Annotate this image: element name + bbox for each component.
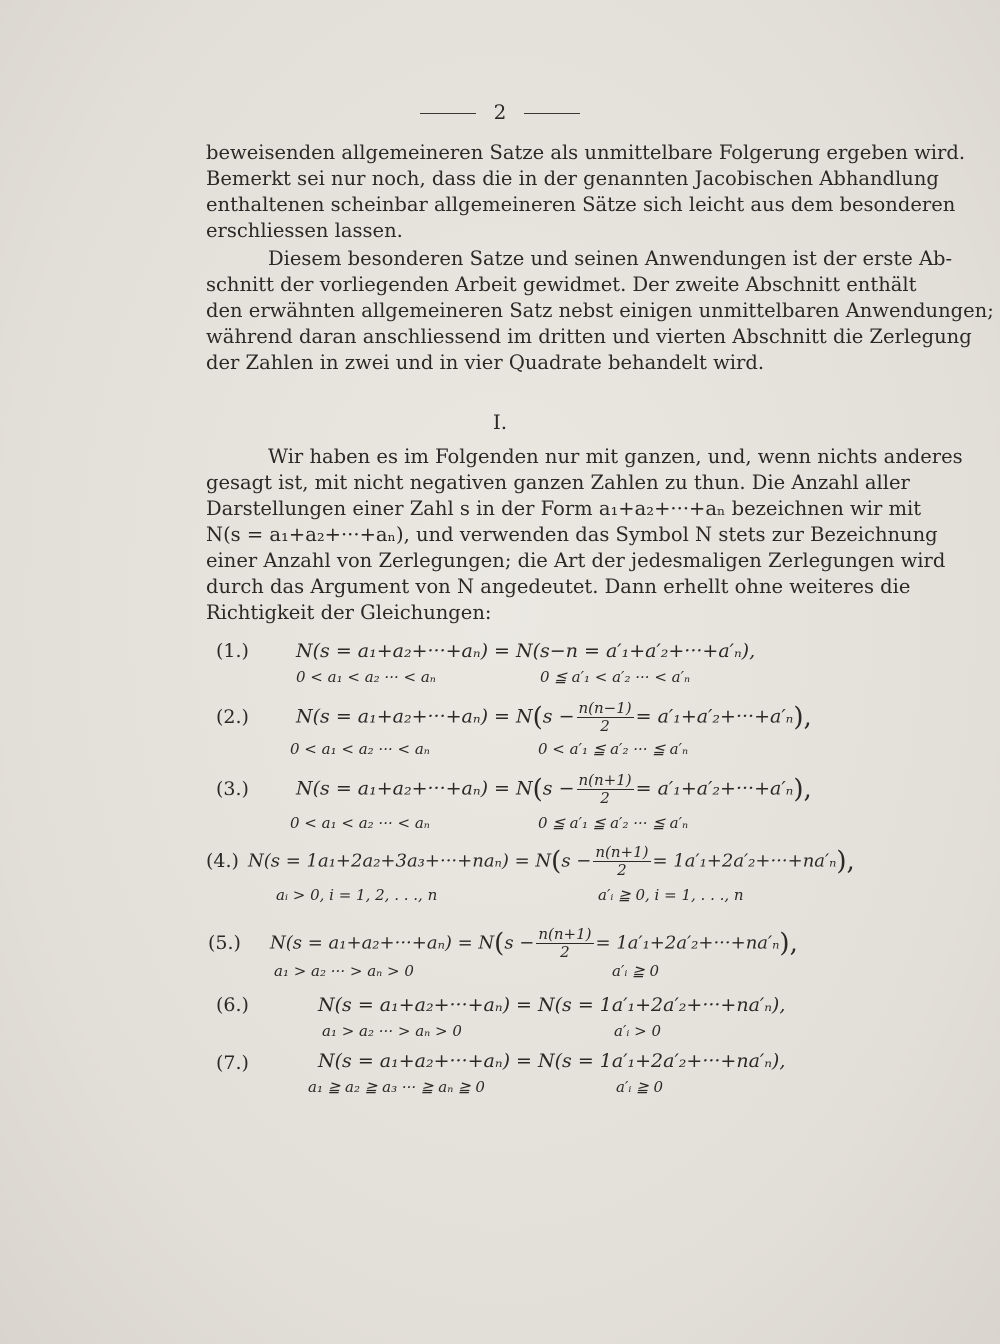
equation-tail: ), (779, 928, 798, 959)
equation-tail: ), (793, 774, 812, 805)
equation-fraction (536, 926, 593, 961)
second-paragraph (206, 246, 994, 376)
equation-rhs: = 1a′₁+2a′₂+···+na′ₙ (595, 932, 780, 954)
paren-open: ( (551, 846, 562, 877)
equation-number: (4.) (206, 850, 239, 872)
fraction-numerator: n(n+1) (595, 843, 649, 861)
equation-number: (5.) (208, 932, 241, 954)
fraction-denominator: 2 (600, 717, 610, 735)
text-line: Darstellungen einer Zahl s in der Form a₁+a₂+···+aₙ bezeichnen wir mit (206, 497, 922, 520)
equation-fraction-prefix: s − (542, 777, 575, 800)
text-line: gesagt ist, mit nicht negativen ganzen Zahlen zu thun. Die Anzahl aller (206, 471, 910, 494)
equation-fraction-prefix: s − (561, 850, 592, 872)
text-line: durch das Argument von N angedeutet. Dann erhellt ohne weiteres die (206, 575, 911, 598)
fraction-denominator: 2 (617, 861, 627, 879)
equation-condition-right: a′ᵢ ≧ 0, i = 1, . . ., n (598, 886, 744, 904)
equation-number: (1.) (216, 640, 249, 662)
equation-fraction (577, 700, 634, 735)
equation-lhs: N(s = a₁+a₂+···+aₙ) = N (296, 777, 533, 800)
equation-number: (6.) (216, 994, 249, 1016)
equation-condition-right: a′ᵢ > 0 (614, 1022, 662, 1040)
text-line: einer Anzahl von Zerlegungen; die Art der jedesmaligen Zerlegungen wird (206, 549, 946, 572)
fraction-denominator: 2 (600, 789, 610, 807)
equation-lhs: N(s = 1a₁+2a₂+3a₃+···+naₙ) = N (248, 850, 552, 872)
equation-fraction (577, 772, 634, 807)
equation-lhs: N(s = a₁+a₂+···+aₙ) = N (296, 705, 533, 728)
equation-3 (296, 772, 812, 807)
equation-number: (7.) (216, 1052, 249, 1074)
equation-lhs: N(s = a₁+a₂+···+aₙ) = N(s = 1a′₁+2a′₂+···+na′ₙ), (318, 1050, 786, 1072)
paren-open: ( (494, 928, 505, 959)
equation-condition-left: a₁ > a₂ ··· > aₙ > 0 (274, 962, 414, 980)
text-line: schnitt der vorliegenden Arbeit gewidmet. Der zweite Abschnitt enthält (206, 273, 917, 296)
fraction-denominator: 2 (560, 943, 570, 961)
text-line: enthaltenen scheinbar allgemeineren Sätze sich leicht aus dem besonderen (206, 193, 956, 216)
equation-rhs: = 1a′₁+2a′₂+···+na′ₙ (652, 850, 837, 872)
equation-condition-right: a′ᵢ ≧ 0 (612, 962, 660, 980)
equation-rhs: = a′₁+a′₂+···+a′ₙ (635, 777, 794, 800)
equation-rhs: = a′₁+a′₂+···+a′ₙ (635, 705, 794, 728)
text-line: den erwähnten allgemeineren Satz nebst einigen unmittelbaren Anwendungen; (206, 299, 994, 322)
text-line: der Zahlen in zwei und in vier Quadrate behandelt wird. (206, 351, 765, 374)
text-line: während daran anschliessend im dritten und vierten Abschnitt die Zerlegung (206, 325, 972, 348)
equation-condition-left: 0 < a₁ < a₂ ··· < aₙ (290, 740, 430, 758)
equation-lhs: N(s = a₁+a₂+···+aₙ) (296, 640, 488, 662)
equation-number: (2.) (216, 706, 249, 728)
page-number-rule-left (420, 113, 476, 114)
equation-6 (318, 994, 785, 1016)
fraction-numerator: n(n−1) (578, 699, 632, 717)
third-paragraph (206, 444, 963, 626)
text-line: Bemerkt sei nur noch, dass die in der genannten Jacobischen Abhandlung (206, 167, 939, 190)
paren-open: ( (532, 702, 543, 733)
equation-fraction (593, 844, 650, 879)
page-number (0, 100, 1000, 124)
equation-rhs: = N(s−n = a′₁+a′₂+···+a′ₙ), (494, 640, 756, 662)
equation-condition-right: 0 ≦ a′₁ ≦ a′₂ ··· ≦ a′ₙ (538, 814, 689, 832)
equation-condition-left: 0 < a₁ < a₂ ··· < aₙ (290, 814, 430, 832)
equation-fraction-prefix: s − (542, 705, 575, 728)
equation-lhs: N(s = a₁+a₂+···+aₙ) = N(s = 1a′₁+2a′₂+···+na′ₙ), (318, 994, 786, 1016)
fraction-numerator: n(n+1) (538, 925, 592, 943)
equation-condition-right: a′ᵢ ≧ 0 (616, 1078, 664, 1096)
equation-condition-left: a₁ ≧ a₂ ≧ a₃ ··· ≧ aₙ ≧ 0 (308, 1078, 485, 1096)
text-line: Wir haben es im Folgenden nur mit ganzen, und, wenn nichts anderes (268, 445, 963, 468)
equation-tail: ), (793, 702, 812, 733)
fraction-numerator: n(n+1) (578, 771, 632, 789)
text-line: erschliessen lassen. (206, 219, 403, 242)
equation-number: (3.) (216, 778, 249, 800)
equation-5 (270, 926, 798, 961)
equation-condition-left: aᵢ > 0, i = 1, 2, . . ., n (276, 886, 438, 904)
paren-open: ( (532, 774, 543, 805)
text-line: Richtigkeit der Gleichungen: (206, 601, 492, 624)
equation-condition-left: 0 < a₁ < a₂ ··· < aₙ (296, 668, 436, 686)
text-line: Diesem besonderen Satze und seinen Anwendungen ist der erste Ab- (268, 247, 953, 270)
page-number-text: 2 (493, 100, 507, 124)
equation-tail: ), (836, 846, 855, 877)
equation-fraction-prefix: s − (504, 932, 535, 954)
intro-paragraph (206, 140, 966, 244)
section-heading: I. (492, 410, 508, 434)
equation-4 (248, 844, 855, 879)
page-number-rule-right (524, 113, 580, 114)
text-line: N(s = a₁+a₂+···+aₙ), und verwenden das Symbol N stets zur Bezeichnung (206, 523, 938, 546)
equation-7 (318, 1050, 785, 1072)
equation-condition-right: 0 < a′₁ ≦ a′₂ ··· ≦ a′ₙ (538, 740, 689, 758)
equation-condition-left: a₁ > a₂ ··· > aₙ > 0 (322, 1022, 462, 1040)
equation-1 (296, 640, 755, 662)
equation-2 (296, 700, 812, 735)
equation-lhs: N(s = a₁+a₂+···+aₙ) = N (270, 932, 495, 954)
equation-condition-right: 0 ≦ a′₁ < a′₂ ··· < a′ₙ (540, 668, 691, 686)
text-line: beweisenden allgemeineren Satze als unmittelbare Folgerung ergeben wird. (206, 141, 966, 164)
